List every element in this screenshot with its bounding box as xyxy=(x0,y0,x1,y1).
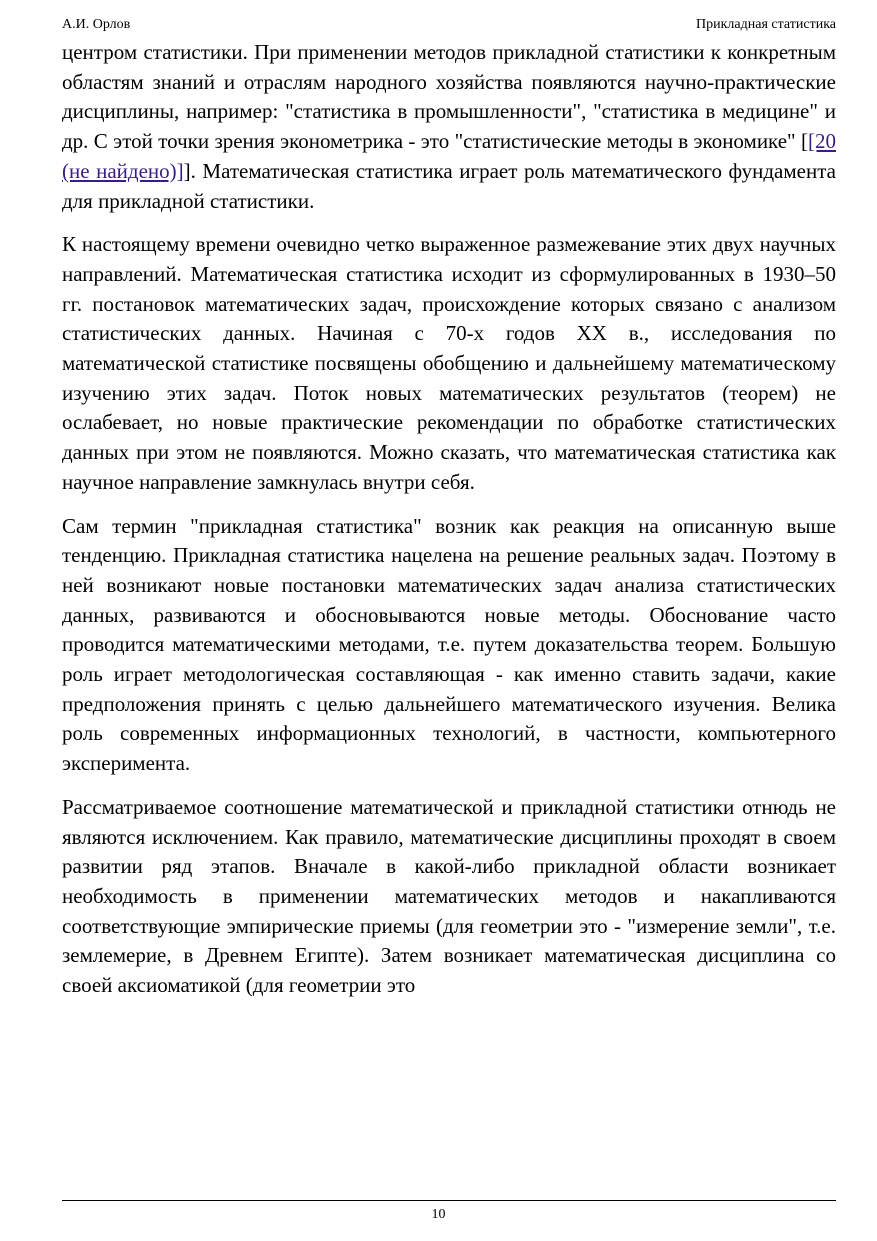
page-number: 10 xyxy=(431,1207,446,1222)
paragraph-3: Сам термин "прикладная статистика" возник как реакция на описанную выше тенденцию. Прикладная статистика нацелена на решение реальных задач. Поэтому в ней возникают новые постановки математических задач анализа статистических данных, развиваются и обосновываются новые методы. Обоснование часто проводится математическими методами, т.е. путем доказательства теорем. Большую роль играет методологическая составляющая - как именно ставить задачи, какие предположения принять с целью дальнейшего математического изучения. Велика роль современных информационных технологий, в частности, компьютерного эксперимента. xyxy=(62,513,836,776)
paragraph-1-text-start: центром статистики. При применении методов прикладной статистики к конкретным областям знаний и отраслям народного хозяйства появляются научно-практические дисциплины, например: "статистика в промышленности", "статистика в медицине" и др. С этой точки зрения эконометрика - это "статистические методы в экономике" [ xyxy=(62,40,836,154)
paragraph-2: К настоящему времени очевидно четко выраженное размежевание этих двух научных направлений. Математическая статистика исходит из сформулированных в 1930–50 гг. постановок математических задач, происхождение которых связано с анализом статистических данных. Начиная с 70-х годов ХХ в., исследования по математической статистике посвящены обобщению и дальнейшему математическому изучению этих задач. Поток новых математических результатов (теорем) не ослабевает, но новые практические рекомендации по обработке статистических данных при этом не появляются. Можно сказать, что математическая статистика как научное направление замкнулась внутри себя. xyxy=(62,232,836,494)
document-body xyxy=(62,38,836,1015)
reference-link[interactable]: [20 (не найдено)] xyxy=(62,129,836,183)
page-header xyxy=(62,15,836,35)
paragraph-1 xyxy=(62,38,836,216)
footer-divider xyxy=(62,1200,836,1201)
header-author: А.И. Орлов xyxy=(62,17,131,32)
paragraph-1-text-end: ]. Математическая статистика играет роль математического фундамента для прикладной статистики. xyxy=(62,158,836,213)
paragraph-4: Рассматриваемое соотношение математической и прикладной статистики отнюдь не являются исключением. Как правило, математические дисциплины проходят в своем развитии ряд этапов. Вначале в какой-либо прикладной области возникает необходимость в применении математических методов и накапливаются соответствующие эмпирические приемы (для геометрии это - "измерение земли", т.е. землемерие, в Древнем Египте). Затем возникает математическая дисциплина со своей аксиоматикой (для геометрии это xyxy=(62,794,836,998)
header-title: Прикладная статистика xyxy=(696,17,836,32)
